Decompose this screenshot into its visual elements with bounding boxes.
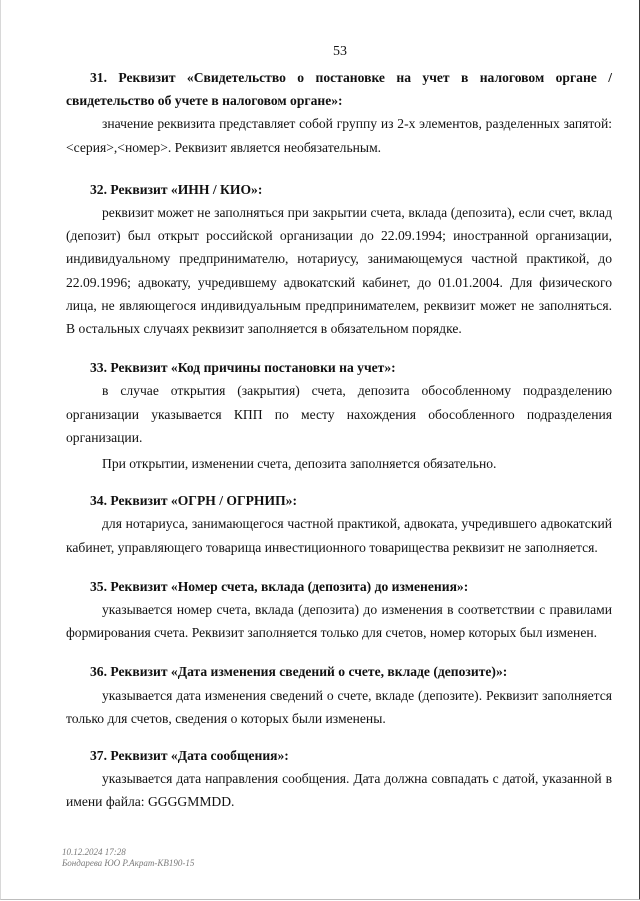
- section-32: [66, 178, 612, 340]
- page-number: 53: [333, 44, 347, 59]
- section-heading: 32. Реквизит «ИНН / КИО»:: [90, 181, 263, 197]
- footer-timestamp: 10.12.2024 17:28: [62, 847, 126, 857]
- section-paragraph: в случае открытия (закрытия) счета, депозита обособленному подразделению организации указывается КПП по месту нахождения обособленного подразделения организации.: [66, 383, 612, 445]
- section-31: [66, 66, 612, 159]
- section-33: [66, 356, 612, 475]
- section-36: [66, 660, 612, 730]
- section-heading: 37. Реквизит «Дата сообщения»:: [90, 748, 289, 764]
- section-paragraph: реквизит может не заполняться при закрытии счета, вклада (депозита), если счет, вклад (депозит) был открыт российской организации до 22.09.1994; иностранной организации, индивидуальному предпринимателю, нотариусу, занимающемуся частной практикой, до 22.09.1996; адвокату, учредившему адвокатский кабинет, до 01.01.2004. Для физического лица, не являющегося индивидуальным предпринимателем, реквизит может не заполняться. В остальных случаях реквизит заполняется в обязательном порядке.: [66, 205, 612, 337]
- section-heading: 33. Реквизит «Код причины постановки на учет»:: [90, 360, 396, 376]
- section-heading: 35. Реквизит «Номер счета, вклада (депозита) до изменения»:: [90, 578, 469, 594]
- section-34: [66, 489, 612, 559]
- section-paragraph: указывается номер счета, вклада (депозита) до изменения в соответствии с правилами формирования счета. Реквизит заполняется только для счетов, номер которых был изменен.: [66, 602, 612, 641]
- section-heading: 36. Реквизит «Дата изменения сведений о счете, вкладе (депозите)»:: [90, 664, 508, 680]
- section-paragraph: указывается дата изменения сведений о счете, вкладе (депозите). Реквизит заполняется только для счетов, сведения о которых были изменены.: [66, 687, 612, 726]
- section-37: [66, 744, 612, 814]
- section-paragraph: указывается дата направления сообщения. Дата должна совпадать с датой, указанной в имени файла: GGGGMMDD.: [66, 771, 612, 810]
- document-body: [66, 66, 612, 814]
- section-heading: 31. Реквизит «Свидетельство о постановке на учет в налоговом органе / свидетельство об учете в налоговом органе»:: [66, 70, 612, 109]
- section-paragraph: значение реквизита представляет собой группу из 2-х элементов, разделенных запятой: <серия>,<номер>. Реквизит является необязательным.: [66, 116, 612, 155]
- section-paragraph: для нотариуса, занимающегося частной практикой, адвоката, учредившего адвокатский кабинет, управляющего товарища инвестиционного товарищества реквизит не заполняется.: [66, 516, 612, 555]
- section-heading: 34. Реквизит «ОГРН / ОГРНИП»:: [90, 493, 297, 509]
- section-35: [66, 575, 612, 645]
- footer-signature-line: Бондарева ЮО Р.Акрат-КВ190-15: [62, 858, 195, 868]
- section-paragraph: При открытии, изменении счета, депозита заполняется обязательно.: [102, 456, 497, 472]
- footer-stamp: [62, 847, 194, 869]
